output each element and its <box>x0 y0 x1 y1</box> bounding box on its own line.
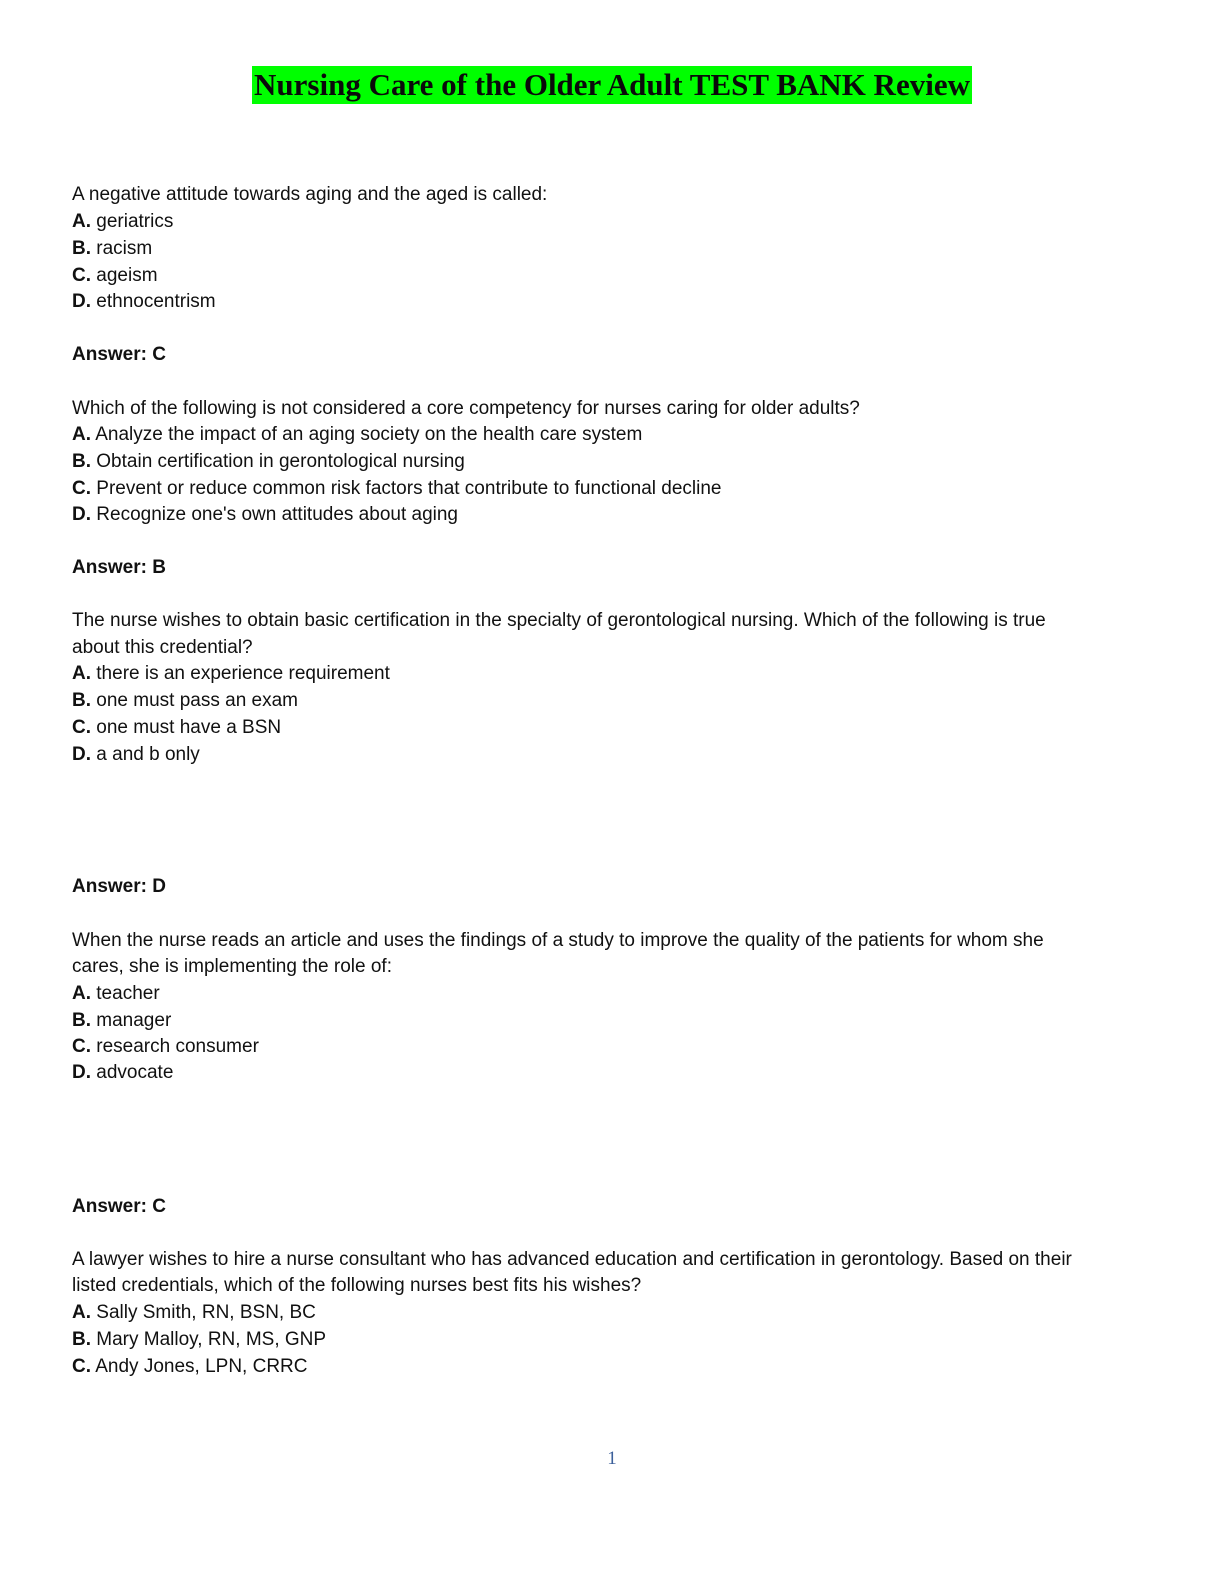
option-label: C. <box>72 478 91 499</box>
option-text: one must have a BSN <box>91 717 282 738</box>
question-5-stem-line-1: A lawyer wishes to hire a nurse consultant who has advanced education and certification in gerontology. Based on their <box>72 1249 1072 1270</box>
option-text: Prevent or reduce common risk factors that contribute to functional decline <box>91 478 722 499</box>
option-text: teacher <box>91 983 160 1004</box>
option-label: B. <box>72 690 91 711</box>
option-text: there is an experience requirement <box>91 663 390 684</box>
question-2-option-d <box>72 502 458 528</box>
option-label: D. <box>72 291 91 312</box>
option-label: B. <box>72 451 91 472</box>
question-3-stem-line-1: The nurse wishes to obtain basic certification in the specialty of gerontological nursing. Which of the following is true <box>72 610 1046 631</box>
question-4-option-c <box>72 1034 259 1060</box>
option-text: Recognize one's own attitudes about aging <box>91 504 458 525</box>
title-container <box>0 66 1224 104</box>
question-1-stem: A negative attitude towards aging and the aged is called: <box>72 184 548 205</box>
question-3-option-c <box>72 715 281 741</box>
option-text: Obtain certification in gerontological nursing <box>91 451 465 472</box>
question-3-option-d <box>72 742 200 768</box>
page-number: 1 <box>607 1448 617 1469</box>
option-text: ageism <box>91 265 158 286</box>
option-label: C. <box>72 1036 91 1057</box>
option-label: A. <box>72 983 91 1004</box>
option-label: A. <box>72 1302 91 1323</box>
question-3-stem-line-2: about this credential? <box>72 637 253 658</box>
option-label: D. <box>72 1062 91 1083</box>
question-3-option-b <box>72 688 298 714</box>
question-4-option-a <box>72 981 160 1007</box>
option-text: advocate <box>91 1062 174 1083</box>
question-4-stem-line-2: cares, she is implementing the role of: <box>72 956 392 977</box>
question-2-answer: Answer: B <box>72 557 166 578</box>
option-label: C. <box>72 265 91 286</box>
question-4-stem-line-1: When the nurse reads an article and uses the findings of a study to improve the quality of the patients for whom she <box>72 930 1044 951</box>
option-text: ethnocentrism <box>91 291 216 312</box>
option-text: manager <box>91 1010 172 1031</box>
option-label: C. <box>72 717 91 738</box>
option-text: Andy Jones, LPN, CRRC <box>91 1356 308 1377</box>
question-5-stem-line-2: listed credentials, which of the following nurses best fits his wishes? <box>72 1275 642 1296</box>
option-text: racism <box>91 238 153 259</box>
question-2-option-b <box>72 449 465 475</box>
option-label: B. <box>72 1010 91 1031</box>
option-label: B. <box>72 238 91 259</box>
option-label: D. <box>72 504 91 525</box>
option-text: a and b only <box>91 744 200 765</box>
question-1-option-d <box>72 289 216 315</box>
option-text: research consumer <box>91 1036 259 1057</box>
question-2-stem: Which of the following is not considered a core competency for nurses caring for older adults? <box>72 398 860 419</box>
question-5-option-b <box>72 1327 326 1353</box>
question-5-option-c <box>72 1354 307 1380</box>
question-1-answer: Answer: C <box>72 344 166 365</box>
option-label: B. <box>72 1329 91 1350</box>
option-text: one must pass an exam <box>91 690 298 711</box>
option-label: A. <box>72 211 91 232</box>
question-2-option-c <box>72 476 721 502</box>
question-3-option-a <box>72 661 390 687</box>
option-text: geriatrics <box>91 211 174 232</box>
option-label: C. <box>72 1356 91 1377</box>
option-text: Sally Smith, RN, BSN, BC <box>91 1302 316 1323</box>
document-title: Nursing Care of the Older Adult TEST BANK Review <box>254 67 970 102</box>
question-4-option-b <box>72 1008 171 1034</box>
question-3-answer: Answer: D <box>72 876 166 897</box>
option-label: D. <box>72 744 91 765</box>
question-5-option-a <box>72 1300 316 1326</box>
option-label: A. <box>72 663 91 684</box>
question-2-option-a <box>72 422 642 448</box>
option-text: Mary Malloy, RN, MS, GNP <box>91 1329 327 1350</box>
question-4-answer: Answer: C <box>72 1196 166 1217</box>
option-text: Analyze the impact of an aging society on the health care system <box>91 424 643 445</box>
question-1-option-a <box>72 209 173 235</box>
question-1-option-c <box>72 263 158 289</box>
question-1-option-b <box>72 236 152 262</box>
question-4-option-d <box>72 1060 173 1086</box>
option-label: A. <box>72 424 91 445</box>
